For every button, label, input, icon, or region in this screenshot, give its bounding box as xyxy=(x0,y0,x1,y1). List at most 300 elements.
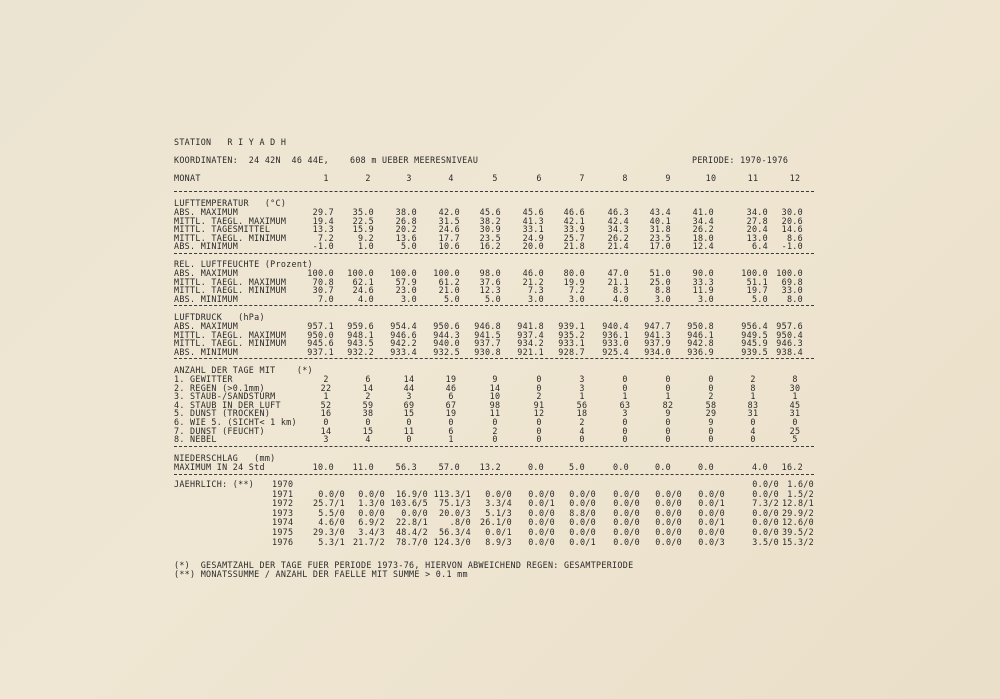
table-cell: 14.6 xyxy=(781,224,803,235)
table-cell: 25 xyxy=(789,425,801,436)
row-label: ABS. MINIMUM xyxy=(174,346,239,357)
month-header: 5 xyxy=(492,173,498,183)
table-cell: 38 xyxy=(362,408,374,419)
section-title: REL. LUFTFEUCHTE (Prozent) xyxy=(174,259,313,269)
table-cell: 19 xyxy=(445,374,457,384)
month-header: 4 xyxy=(448,173,454,183)
table-cell: 0 xyxy=(665,382,671,393)
table-cell: 98.0 xyxy=(479,268,501,278)
table-cell: 7.0 xyxy=(317,293,334,304)
table-cell: 17.0 xyxy=(649,241,671,252)
table-cell: 0 xyxy=(536,374,542,384)
table-cell: 26.8 xyxy=(395,215,417,226)
table-cell: 5 xyxy=(792,434,798,445)
table-cell: 957.6 xyxy=(776,321,803,331)
yearly-cell: 26.1/0 xyxy=(479,517,512,528)
table-cell: 21.1 xyxy=(607,276,629,287)
yearly-cell: 0.0/0 xyxy=(358,488,385,499)
table-cell: 0 xyxy=(622,374,628,384)
table-cell: 26.2 xyxy=(692,224,714,235)
table-cell: 0 xyxy=(708,425,714,436)
table-cell: 13.0 xyxy=(746,232,768,243)
table-cell: 29.7 xyxy=(312,207,334,217)
table-cell: 52 xyxy=(320,399,332,410)
table-cell: 57.9 xyxy=(395,276,417,287)
month-header: 11 xyxy=(747,173,759,183)
month-header: 9 xyxy=(665,173,671,183)
table-cell: 2 xyxy=(365,391,371,402)
yearly-cell: 0.0/0 xyxy=(613,498,640,509)
yearly-year: 1970 xyxy=(272,479,294,489)
table-cell: 61.2 xyxy=(438,276,460,287)
yearly-cell: 7.3/2 xyxy=(752,498,779,509)
table-cell: 0 xyxy=(622,382,628,393)
yearly-cell: 0.0/0 xyxy=(613,536,640,547)
table-cell: 10.6 xyxy=(438,241,460,252)
table-cell: 11.0 xyxy=(352,462,374,472)
yearly-cell: 29.3/0 xyxy=(312,527,345,537)
months-label: MONAT xyxy=(174,173,201,183)
table-cell: 3.0 xyxy=(527,293,544,304)
table-cell: 940.4 xyxy=(602,321,629,331)
yearly-cell: 0.0/0 xyxy=(655,517,682,528)
table-cell: 0 xyxy=(750,434,756,445)
month-header: 8 xyxy=(622,173,628,183)
table-cell: 6.4 xyxy=(751,241,768,252)
table-cell: 56.3 xyxy=(395,462,417,472)
table-cell: 13.6 xyxy=(395,232,417,243)
row-label: MITTL. TAEGL. MINIMUM xyxy=(174,285,287,296)
section-title: LUFTDRUCK (hPa) xyxy=(174,312,265,322)
yearly-cell: 0.0/1 xyxy=(698,517,725,528)
table-cell: 44 xyxy=(403,382,415,393)
table-cell: 0 xyxy=(536,425,542,436)
yearly-cell: 3.3/4 xyxy=(485,498,512,509)
month-header: 12 xyxy=(789,173,801,183)
section-divider xyxy=(174,474,814,475)
table-cell: 930.8 xyxy=(474,346,501,357)
table-cell: 25.0 xyxy=(649,276,671,287)
yearly-cell: 3.4/3 xyxy=(358,527,385,537)
table-cell: 944.3 xyxy=(433,329,460,340)
table-cell: 51.0 xyxy=(649,268,671,278)
table-cell: 957.1 xyxy=(307,321,334,331)
table-cell: 33.3 xyxy=(692,276,714,287)
table-cell: 946.3 xyxy=(776,338,803,349)
yearly-cell: 0.0/0 xyxy=(655,498,682,509)
yearly-cell: 5.5/0 xyxy=(318,507,345,518)
table-cell: 63 xyxy=(619,399,631,410)
table-cell: 4.0 xyxy=(751,462,768,472)
yearly-cell: 4.6/0 xyxy=(318,517,345,528)
table-cell: 932.2 xyxy=(347,346,374,357)
yearly-cell: 20.0/3 xyxy=(438,507,471,518)
yearly-cell: 0.0/0 xyxy=(613,527,640,537)
table-cell: 939.5 xyxy=(741,346,768,357)
table-cell: 5.0 xyxy=(751,293,768,304)
table-cell: 14 xyxy=(320,425,332,436)
table-cell: 950.4 xyxy=(776,329,803,340)
table-cell: 83 xyxy=(747,399,759,410)
table-cell: 98 xyxy=(489,399,501,410)
table-cell: 12.4 xyxy=(692,241,714,252)
table-cell: 69.8 xyxy=(781,276,803,287)
table-cell: 941.3 xyxy=(644,329,671,340)
table-cell: 10.0 xyxy=(312,462,334,472)
table-cell: 937.1 xyxy=(307,346,334,357)
table-cell: 31.5 xyxy=(438,215,460,226)
table-cell: 3.0 xyxy=(697,293,714,304)
table-cell: 3 xyxy=(323,434,329,445)
row-label: 5. DUNST (TROCKEN) xyxy=(174,408,271,419)
table-cell: 0 xyxy=(536,382,542,393)
yearly-cell: 15.3/2 xyxy=(781,536,814,547)
table-cell: 0 xyxy=(665,374,671,384)
table-cell: 938.4 xyxy=(776,346,803,357)
table-cell: 0 xyxy=(665,434,671,445)
table-cell: 942.8 xyxy=(687,338,714,349)
table-cell: 30.9 xyxy=(479,224,501,235)
table-cell: 46.0 xyxy=(522,268,544,278)
table-cell: 56 xyxy=(576,399,588,410)
yearly-cell: 0.0/0 xyxy=(613,507,640,518)
yearly-cell: 0.0/0 xyxy=(698,488,725,499)
table-cell: 934.2 xyxy=(517,338,544,349)
table-cell: 24.6 xyxy=(352,285,374,296)
table-cell: 30 xyxy=(789,382,801,393)
yearly-cell: 0.0/0 xyxy=(752,507,779,518)
table-cell: 950.0 xyxy=(307,329,334,340)
table-cell: 943.5 xyxy=(347,338,374,349)
table-cell: 935.2 xyxy=(558,329,585,340)
row-label: 6. WIE 5. (SICHT< 1 km) xyxy=(174,417,297,427)
table-cell: 15 xyxy=(403,408,415,419)
section-title: NIEDERSCHLAG (mm) xyxy=(174,453,276,463)
table-cell: 1 xyxy=(750,391,756,402)
yearly-cell: 39.5/2 xyxy=(781,527,814,537)
table-cell: 959.6 xyxy=(347,321,374,331)
table-cell: 0 xyxy=(622,417,628,427)
table-cell: 41.3 xyxy=(522,215,544,226)
table-cell: 941.8 xyxy=(517,321,544,331)
table-cell: 10 xyxy=(489,391,501,402)
yearly-cell: 0.0/3 xyxy=(698,536,725,547)
table-cell: 23.5 xyxy=(649,232,671,243)
table-cell: 12 xyxy=(533,408,545,419)
table-cell: 31 xyxy=(789,408,801,419)
table-cell: 59 xyxy=(362,399,374,410)
yearly-cell: 0.0/0 xyxy=(528,517,555,528)
table-cell: 14 xyxy=(362,382,374,393)
table-cell: 100.0 xyxy=(347,268,374,278)
table-cell: 100.0 xyxy=(433,268,460,278)
table-cell: 937.9 xyxy=(644,338,671,349)
table-cell: 7.3 xyxy=(527,285,544,296)
section-title: LUFTTEMPERATUR (°C) xyxy=(174,198,287,208)
table-cell: 937.7 xyxy=(474,338,501,349)
row-label: ABS. MAXIMUM xyxy=(174,321,239,331)
table-cell: 933.1 xyxy=(558,338,585,349)
table-cell: 4 xyxy=(579,425,585,436)
row-label: MITTL. TAEGL. MAXIMUM xyxy=(174,215,287,226)
table-cell: 16.2 xyxy=(781,462,803,472)
table-cell: 100.0 xyxy=(390,268,417,278)
table-cell: 937.4 xyxy=(517,329,544,340)
yearly-year: 1976 xyxy=(272,536,294,547)
month-header: 7 xyxy=(579,173,585,183)
table-cell: 7.2 xyxy=(568,285,585,296)
table-cell: 21.2 xyxy=(522,276,544,287)
table-cell: 941.5 xyxy=(474,329,501,340)
table-cell: 25.7 xyxy=(563,232,585,243)
table-cell: 940.0 xyxy=(433,338,460,349)
table-cell: 20.4 xyxy=(746,224,768,235)
table-cell: 57.0 xyxy=(438,462,460,472)
table-cell: 0 xyxy=(323,417,329,427)
table-cell: 0 xyxy=(708,374,714,384)
table-cell: 946.8 xyxy=(474,321,501,331)
table-cell: 948.1 xyxy=(347,329,374,340)
table-cell: 37.6 xyxy=(479,276,501,287)
table-cell: 33.1 xyxy=(522,224,544,235)
table-cell: 34.0 xyxy=(746,207,768,217)
table-cell: 8 xyxy=(792,374,798,384)
table-cell: 4.0 xyxy=(357,293,374,304)
yearly-cell: 1.6/0 xyxy=(787,479,814,489)
yearly-label: JAEHRLICH: (**) xyxy=(174,479,255,489)
row-label: 1. GEWITTER xyxy=(174,374,233,384)
table-cell: 8.8 xyxy=(654,285,671,296)
table-cell: 51.1 xyxy=(746,276,768,287)
table-cell: 950.6 xyxy=(433,321,460,331)
table-cell: 42.0 xyxy=(438,207,460,217)
row-label: 2. REGEN (>0.1mm) xyxy=(174,382,265,393)
table-cell: 23.0 xyxy=(395,285,417,296)
yearly-year: 1974 xyxy=(272,517,294,528)
table-cell: 932.5 xyxy=(433,346,460,357)
yearly-cell: 0.0/0 xyxy=(485,488,512,499)
table-cell: 43.4 xyxy=(649,207,671,217)
elevation: 608 m UEBER MEERESNIVEAU xyxy=(350,155,479,165)
table-cell: 0 xyxy=(536,417,542,427)
table-cell: 22.5 xyxy=(352,215,374,226)
table-cell: 1 xyxy=(579,391,585,402)
yearly-cell: 8.8/0 xyxy=(569,507,596,518)
table-cell: 3.0 xyxy=(400,293,417,304)
table-cell: 7.2 xyxy=(317,232,334,243)
table-cell: 20.2 xyxy=(395,224,417,235)
yearly-cell: 25.7/1 xyxy=(312,498,345,509)
table-cell: 0 xyxy=(406,417,412,427)
table-cell: 9 xyxy=(665,408,671,419)
table-cell: 100.0 xyxy=(776,268,803,278)
yearly-cell: 103.6/5 xyxy=(390,498,428,509)
month-header: 1 xyxy=(323,173,329,183)
yearly-cell: 0.0/1 xyxy=(528,498,555,509)
period: PERIODE: 1970-1976 xyxy=(692,155,789,165)
table-cell: 19.7 xyxy=(746,285,768,296)
table-cell: 45 xyxy=(789,399,801,410)
table-cell: 90.0 xyxy=(692,268,714,278)
row-label: MITTL. TAEGL. MINIMUM xyxy=(174,338,287,349)
table-cell: 9 xyxy=(708,417,714,427)
footnote: (**) MONATSSUMME / ANZAHL DER FAELLE MIT SUMME > 0.1 mm xyxy=(174,569,468,579)
yearly-cell: 0.0/0 xyxy=(655,507,682,518)
yearly-cell: 113.3/1 xyxy=(433,488,471,499)
table-cell: 0.0 xyxy=(527,462,544,472)
yearly-cell: 21.7/2 xyxy=(352,536,385,547)
table-cell: 2 xyxy=(323,374,329,384)
table-cell: 15.9 xyxy=(352,224,374,235)
yearly-cell: 16.9/0 xyxy=(395,488,428,499)
yearly-cell: 1.3/0 xyxy=(358,498,385,509)
row-label: MITTL. TAEGL. MAXIMUM xyxy=(174,276,287,287)
table-cell: 956.4 xyxy=(741,321,768,331)
table-cell: 42.1 xyxy=(563,215,585,226)
table-cell: 6 xyxy=(448,425,454,436)
table-cell: 0.0 xyxy=(612,462,629,472)
table-cell: 80.0 xyxy=(563,268,585,278)
table-cell: 5.0 xyxy=(443,293,460,304)
table-cell: 3 xyxy=(406,391,412,402)
yearly-cell: 1.5/2 xyxy=(787,488,814,499)
yearly-cell: 48.4/2 xyxy=(395,527,428,537)
table-cell: 14 xyxy=(489,382,501,393)
row-label: MITTL. TAGESMITTEL xyxy=(174,224,271,235)
month-header: 3 xyxy=(406,173,412,183)
table-cell: 62.1 xyxy=(352,276,374,287)
section-divider xyxy=(174,358,814,359)
yearly-cell: .8/0 xyxy=(449,517,471,528)
table-cell: 34.3 xyxy=(607,224,629,235)
table-cell: 0 xyxy=(365,417,371,427)
table-cell: 933.4 xyxy=(390,346,417,357)
yearly-cell: 0.0/0 xyxy=(655,488,682,499)
table-cell: 5.0 xyxy=(400,241,417,252)
table-cell: 38.0 xyxy=(395,207,417,217)
table-cell: 0.0 xyxy=(697,462,714,472)
table-cell: 9 xyxy=(492,374,498,384)
table-cell: 2 xyxy=(536,391,542,402)
table-cell: 20.0 xyxy=(522,241,544,252)
yearly-cell: 0.0/1 xyxy=(569,536,596,547)
table-cell: 3.0 xyxy=(654,293,671,304)
table-cell: 4 xyxy=(750,425,756,436)
table-cell: 17.7 xyxy=(438,232,460,243)
yearly-cell: 0.0/1 xyxy=(698,498,725,509)
table-cell: 945.9 xyxy=(741,338,768,349)
table-cell: 0 xyxy=(665,425,671,436)
yearly-cell: 0.0/0 xyxy=(655,527,682,537)
table-cell: 0 xyxy=(750,417,756,427)
table-cell: 13.3 xyxy=(312,224,334,235)
table-cell: 2 xyxy=(579,417,585,427)
table-cell: 18.0 xyxy=(692,232,714,243)
table-cell: 950.8 xyxy=(687,321,714,331)
table-cell: 0 xyxy=(708,434,714,445)
table-cell: 1 xyxy=(448,434,454,445)
table-cell: 8.6 xyxy=(786,232,803,243)
table-cell: 954.4 xyxy=(390,321,417,331)
table-cell: 936.9 xyxy=(687,346,714,357)
table-cell: 21.8 xyxy=(563,241,585,252)
table-cell: 6 xyxy=(448,391,454,402)
yearly-cell: 0.0/0 xyxy=(698,507,725,518)
table-cell: 0 xyxy=(622,434,628,445)
table-cell: 8.0 xyxy=(786,293,803,304)
table-cell: 40.1 xyxy=(649,215,671,226)
section-divider xyxy=(174,305,814,306)
row-label: ABS. MAXIMUM xyxy=(174,207,239,217)
yearly-cell: 0.0/0 xyxy=(528,527,555,537)
table-cell: 0 xyxy=(708,382,714,393)
table-cell: 2 xyxy=(492,425,498,436)
yearly-year: 1972 xyxy=(272,498,294,509)
table-cell: 1.0 xyxy=(357,241,374,252)
table-cell: 925.4 xyxy=(602,346,629,357)
table-cell: 21.4 xyxy=(607,241,629,252)
table-cell: 38.2 xyxy=(479,215,501,226)
table-cell: 1 xyxy=(792,391,798,402)
table-cell: 1 xyxy=(622,391,628,402)
table-cell: 26.2 xyxy=(607,232,629,243)
table-cell: 18 xyxy=(576,408,588,419)
section-divider xyxy=(174,191,814,192)
table-cell: 942.2 xyxy=(390,338,417,349)
table-cell: 0 xyxy=(622,425,628,436)
table-cell: 45.6 xyxy=(522,207,544,217)
table-cell: 46 xyxy=(445,382,457,393)
table-cell: 30.0 xyxy=(781,207,803,217)
table-cell: 0 xyxy=(792,417,798,427)
yearly-cell: 3.5/0 xyxy=(752,536,779,547)
table-cell: 16.2 xyxy=(479,241,501,252)
table-cell: 27.8 xyxy=(746,215,768,226)
table-cell: 3 xyxy=(579,374,585,384)
yearly-cell: 0.0/0 xyxy=(401,507,428,518)
footnote: (*) GESAMTZAHL DER TAGE FUER PERIODE 1973-76, HIERVON ABWEICHEND REGEN: GESAMTPERIODE xyxy=(174,560,634,570)
table-cell: 31.8 xyxy=(649,224,671,235)
table-cell: 100.0 xyxy=(307,268,334,278)
table-cell: 3.0 xyxy=(568,293,585,304)
yearly-cell: 0.0/0 xyxy=(569,498,596,509)
table-cell: 947.7 xyxy=(644,321,671,331)
yearly-cell: 78.7/0 xyxy=(395,536,428,547)
table-cell: 0 xyxy=(536,434,542,445)
table-cell: 35.0 xyxy=(352,207,374,217)
yearly-cell: 12.6/0 xyxy=(781,517,814,528)
table-cell: 0 xyxy=(406,434,412,445)
table-cell: 24.6 xyxy=(438,224,460,235)
table-cell: 1 xyxy=(323,391,329,402)
table-cell: 33.0 xyxy=(781,285,803,296)
table-cell: 0.0 xyxy=(654,462,671,472)
table-cell: 946.1 xyxy=(687,329,714,340)
table-cell: 5.0 xyxy=(484,293,501,304)
yearly-year: 1973 xyxy=(272,507,294,518)
table-cell: 45.6 xyxy=(479,207,501,217)
yearly-cell: 0.0/0 xyxy=(569,527,596,537)
table-cell: 0 xyxy=(492,417,498,427)
table-cell: 0 xyxy=(665,417,671,427)
yearly-cell: 124.3/0 xyxy=(433,536,471,547)
table-cell: 2 xyxy=(750,374,756,384)
yearly-cell: 12.8/1 xyxy=(781,498,814,509)
table-cell: 100.0 xyxy=(741,268,768,278)
table-cell: 2 xyxy=(708,391,714,402)
yearly-year: 1971 xyxy=(272,488,294,499)
table-cell: 921.1 xyxy=(517,346,544,357)
